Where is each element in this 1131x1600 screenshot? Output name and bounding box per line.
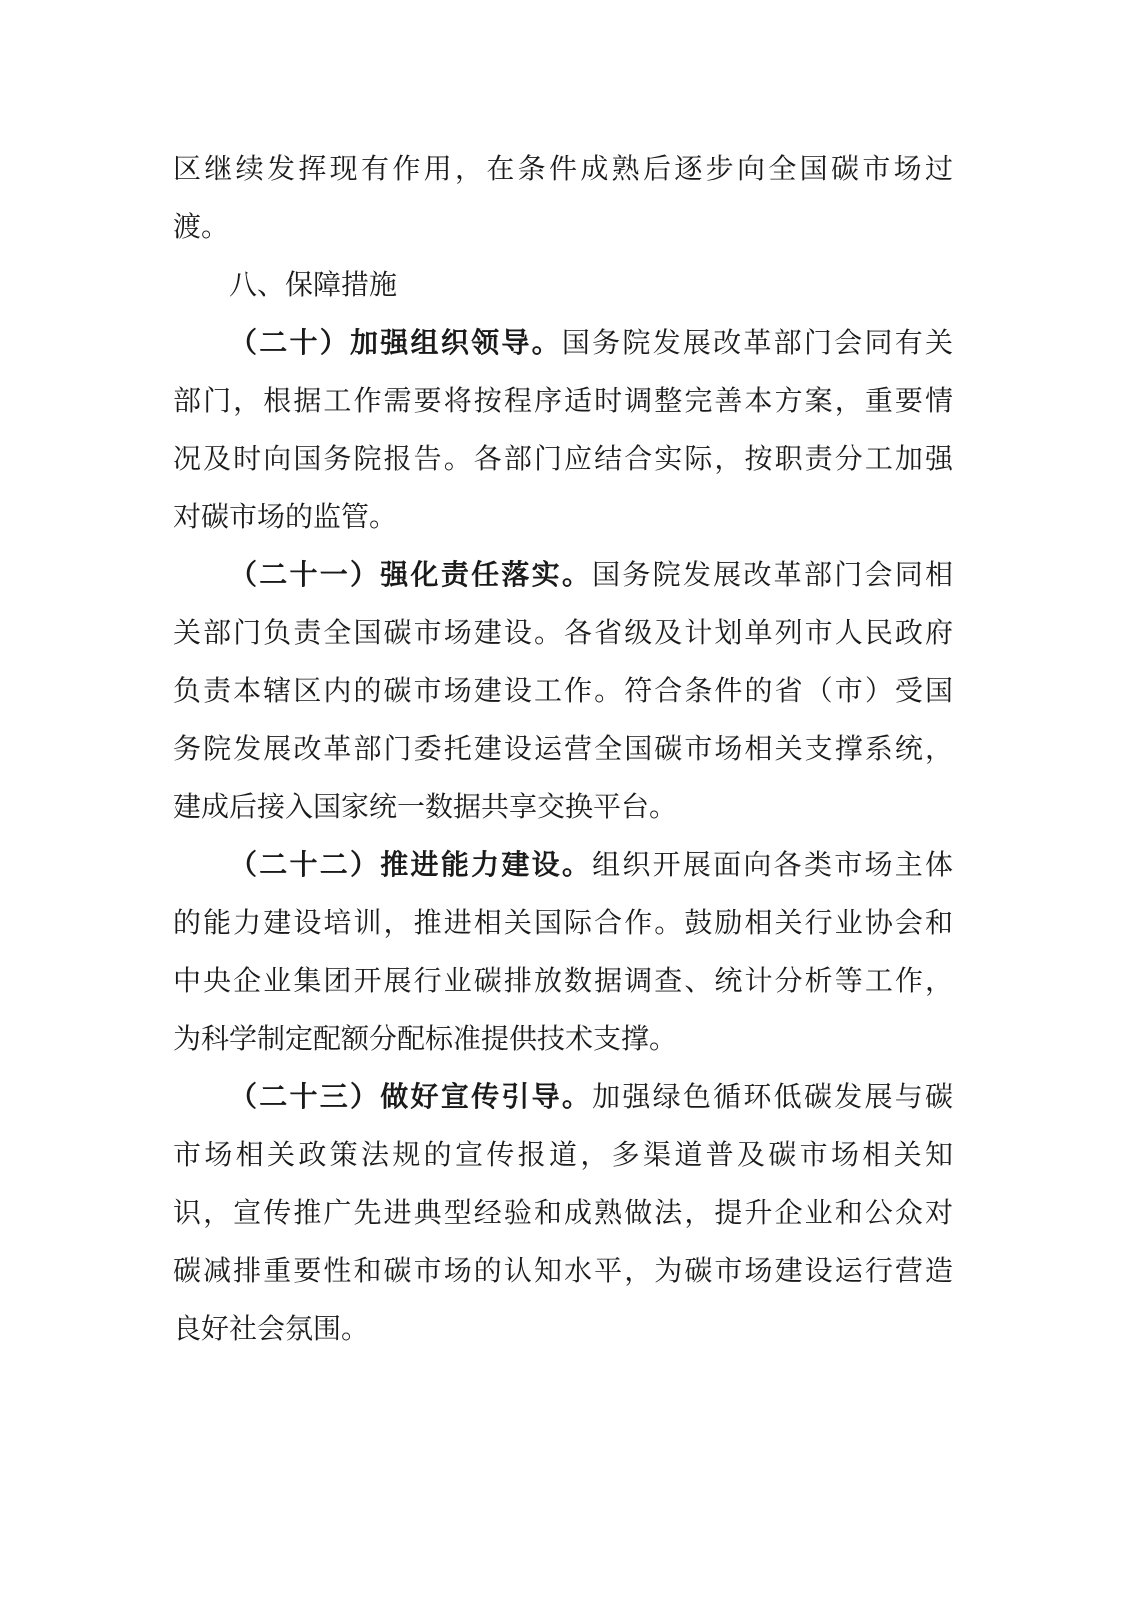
item-20-first-line	[173, 314, 953, 372]
item-23-line: 良好社会氛围。	[173, 1312, 370, 1345]
item-20-lead: （二十）加强组织领导。	[229, 326, 562, 359]
item-22-lead: （二十二）推进能力建设。	[229, 848, 593, 881]
item-20-line: 对碳市场的监管。	[173, 500, 398, 533]
continuation-line-2: 渡。	[173, 210, 230, 243]
section-heading: 八、保障措施	[229, 268, 398, 301]
item-23-line: 碳减排重要性和碳市场的认知水平，为碳市场建设运行营造	[173, 1254, 953, 1287]
item-22-line: 为科学制定配额分配标准提供技术支撑。	[173, 1022, 678, 1055]
item-22-line: 中央企业集团开展行业碳排放数据调查、统计分析等工作，	[173, 964, 953, 997]
item-21-first-line-text: 国务院发展改革部门会同相	[592, 558, 953, 591]
item-20-first-line-text: 国务院发展改革部门会同有关	[561, 326, 953, 359]
item-21-line: 负责本辖区内的碳市场建设工作。符合条件的省（市）受国	[173, 674, 953, 707]
item-20-line: 况及时向国务院报告。各部门应结合实际，按职责分工加强	[173, 442, 953, 475]
item-21-line: 务院发展改革部门委托建设运营全国碳市场相关支撑系统，	[173, 732, 953, 765]
item-21-lead: （二十一）强化责任落实。	[229, 558, 593, 591]
continuation-line-1: 区继续发挥现有作用，在条件成熟后逐步向全国碳市场过	[173, 152, 953, 185]
item-23-first-line	[173, 1068, 953, 1126]
item-22-first-line	[173, 836, 953, 894]
item-23-lead: （二十三）做好宣传引导。	[229, 1080, 593, 1113]
item-23-line: 识，宣传推广先进典型经验和成熟做法，提升企业和公众对	[173, 1196, 953, 1229]
item-21-line: 建成后接入国家统一数据共享交换平台。	[173, 790, 678, 823]
item-22-line: 的能力建设培训，推进相关国际合作。鼓励相关行业协会和	[173, 906, 953, 939]
item-21-line: 关部门负责全国碳市场建设。各省级及计划单列市人民政府	[173, 616, 953, 649]
item-21-first-line	[173, 546, 953, 604]
document-page	[173, 140, 953, 1358]
item-20-line: 部门，根据工作需要将按程序适时调整完善本方案，重要情	[173, 384, 953, 417]
item-23-line: 市场相关政策法规的宣传报道，多渠道普及碳市场相关知	[173, 1138, 953, 1171]
item-22-first-line-text: 组织开展面向各类市场主体	[592, 848, 953, 881]
item-23-first-line-text: 加强绿色循环低碳发展与碳	[592, 1080, 953, 1113]
